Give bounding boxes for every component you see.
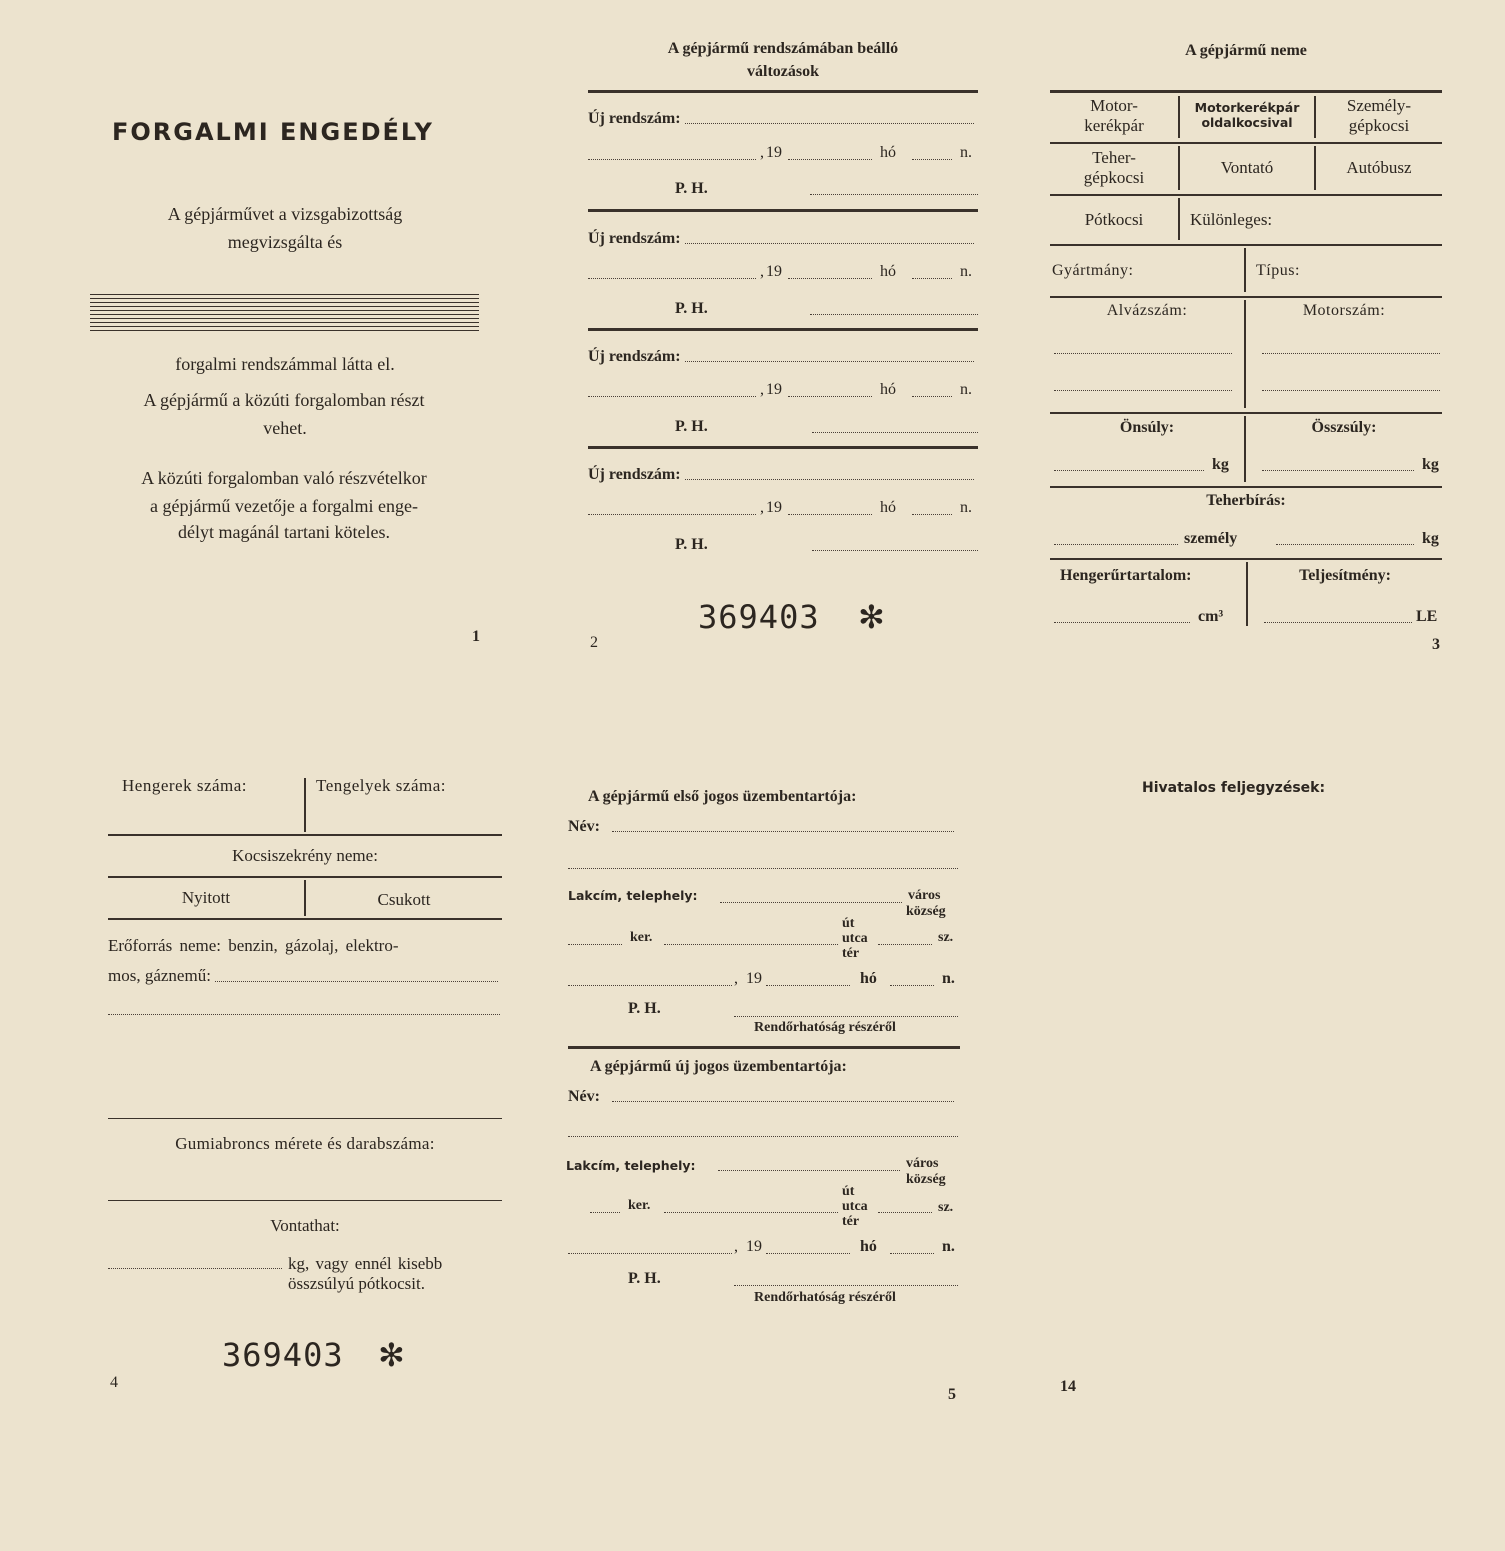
body-type-label: Kocsiszekrény neme: [232, 846, 378, 865]
p1-line8: délyt magánál tartani köteles. [178, 522, 390, 542]
date-row: , 19 hó n. [588, 499, 978, 519]
make-label: Gyártmány: [1052, 262, 1134, 279]
tow-label: Vontathat: [270, 1216, 340, 1235]
cylinders-label: Hengerek száma: [122, 776, 248, 795]
name-row: Név: [568, 818, 958, 836]
chassis-label: Alvázszám: [1106, 302, 1188, 319]
engine-label: Motorszám: [1302, 302, 1386, 319]
date-row: , 19 hó n. [568, 1238, 960, 1258]
date-row: , 19 hó n. [568, 970, 960, 990]
persons-field[interactable] [1054, 544, 1178, 545]
first-owner-title: A gépjármű első jogos üzembentartója: [588, 788, 857, 805]
fuel-field[interactable] [215, 981, 498, 982]
vehicle-type-title: A gépjármű neme [1185, 42, 1307, 59]
address-field[interactable] [720, 902, 902, 903]
chassis-field[interactable] [1054, 390, 1232, 391]
name-field[interactable] [612, 1101, 954, 1102]
type-motorcycle[interactable]: Motor- kerékpár [1084, 96, 1144, 135]
tow-text1: kg, vagy ennél kisebb [288, 1254, 443, 1273]
power-label: Teljesítmény: [1299, 567, 1391, 584]
own-weight-field[interactable] [1054, 470, 1204, 471]
new-plate-field[interactable] [685, 123, 974, 124]
power-field[interactable] [1264, 622, 1412, 623]
capacity-field[interactable] [1276, 544, 1414, 545]
asterisk-icon: ✻ [858, 599, 885, 635]
tow-text2: összsúlyú pótkocsit. [288, 1274, 425, 1293]
type-passenger-car[interactable]: Személy- gépkocsi [1346, 96, 1412, 135]
fuel-line1: Erőforrás neme: benzin, gázolaj, elektro- [108, 936, 399, 955]
type-special[interactable]: Különleges: [1190, 210, 1273, 229]
p1-line4: A gépjármű a közúti forgalomban részt [143, 390, 425, 410]
p1-line7: a gépjármű vezetője a forgalmi enge- [149, 496, 419, 516]
stamp-label: P. H. [675, 180, 708, 197]
displacement-label: Hengerűrtartalom: [1060, 567, 1192, 584]
fuel-row: mos, gáznemű: [108, 966, 502, 986]
p1-line5: vehet. [263, 418, 307, 438]
name-field[interactable] [612, 831, 954, 832]
address-label: Lakcím, telephely: [568, 888, 698, 903]
persons-label: személy [1184, 530, 1238, 547]
fuel-field[interactable] [108, 1014, 500, 1015]
name-field[interactable] [568, 1136, 958, 1137]
page-number: 14 [1060, 1378, 1076, 1395]
p2-title-line2: változások [747, 63, 819, 80]
own-weight-label: Önsúly: [1119, 419, 1175, 436]
p1-line2: megvizsgálta és [227, 232, 343, 252]
engine-field[interactable] [1262, 353, 1440, 354]
p1-line3: forgalmi rendszámmal látta el. [175, 354, 395, 374]
new-plate-row [588, 110, 978, 128]
page-number: 5 [948, 1386, 956, 1403]
address-field[interactable] [718, 1170, 900, 1171]
page-number: 4 [110, 1374, 118, 1391]
type-truck[interactable]: Teher- gépkocsi [1083, 148, 1145, 187]
date-row: , 19 hó n. [588, 144, 978, 164]
chassis-field[interactable] [1054, 353, 1232, 354]
type-tractor[interactable]: Vontató [1220, 158, 1274, 177]
body-open[interactable]: Nyitott [181, 888, 231, 907]
new-plate-row: Új rendszám: [588, 348, 978, 366]
form-title: FORGALMI ENGEDÉLY [112, 118, 434, 146]
type-bus[interactable]: Autóbusz [1346, 158, 1412, 177]
page-number: 2 [590, 634, 598, 651]
new-plate-row: Új rendszám: [588, 466, 978, 484]
new-owner-title: A gépjármű új jogos üzembentartója: [590, 1058, 847, 1075]
type-trailer[interactable]: Pótkocsi [1084, 210, 1144, 229]
axles-label: Tengelyek száma: [316, 776, 447, 795]
page-number: 1 [472, 628, 480, 645]
tires-label: Gumiabroncs mérete és darabszáma: [175, 1134, 435, 1153]
p2-title-line1: A gépjármű rendszámában beálló [667, 40, 899, 57]
page-number: 3 [1432, 636, 1440, 653]
address-label: Lakcím, telephely: [566, 1158, 696, 1173]
tow-field[interactable] [108, 1268, 282, 1269]
serial-number: 369403 [698, 598, 820, 636]
displacement-field[interactable] [1054, 622, 1190, 623]
name-row: Név: [568, 1088, 958, 1106]
name-field[interactable] [568, 868, 958, 869]
date-row: , 19 hó n. [588, 263, 978, 283]
asterisk-icon: ✻ [378, 1337, 405, 1373]
official-notes-title: Hivatalos feljegyzések: [1142, 780, 1326, 796]
type-label: Típus: [1256, 262, 1300, 279]
type-motorcycle-sidecar[interactable]: Motorkerékpár oldalkocsival [1194, 100, 1300, 130]
p1-line6: A közúti forgalomban való részvételkor [141, 468, 427, 488]
capacity-label: Teherbírás: [1206, 492, 1286, 509]
p1-line1: A gépjárművet a vizsgabizottság [167, 204, 403, 224]
total-weight-label: Összsúly: [1311, 419, 1377, 436]
date-row: , 19 hó n. [588, 381, 978, 401]
body-closed[interactable]: Csukott [377, 890, 431, 909]
police-label: Rendőrhatóság részéről [754, 1020, 896, 1035]
engine-field[interactable] [1262, 390, 1440, 391]
new-plate-row: Új rendszám: [588, 230, 978, 248]
new-plate-label: Új rendszám: [588, 110, 681, 127]
police-label: Rendőrhatóság részéről [754, 1290, 896, 1305]
total-weight-field[interactable] [1262, 470, 1414, 471]
serial-number: 369403 [222, 1336, 344, 1374]
